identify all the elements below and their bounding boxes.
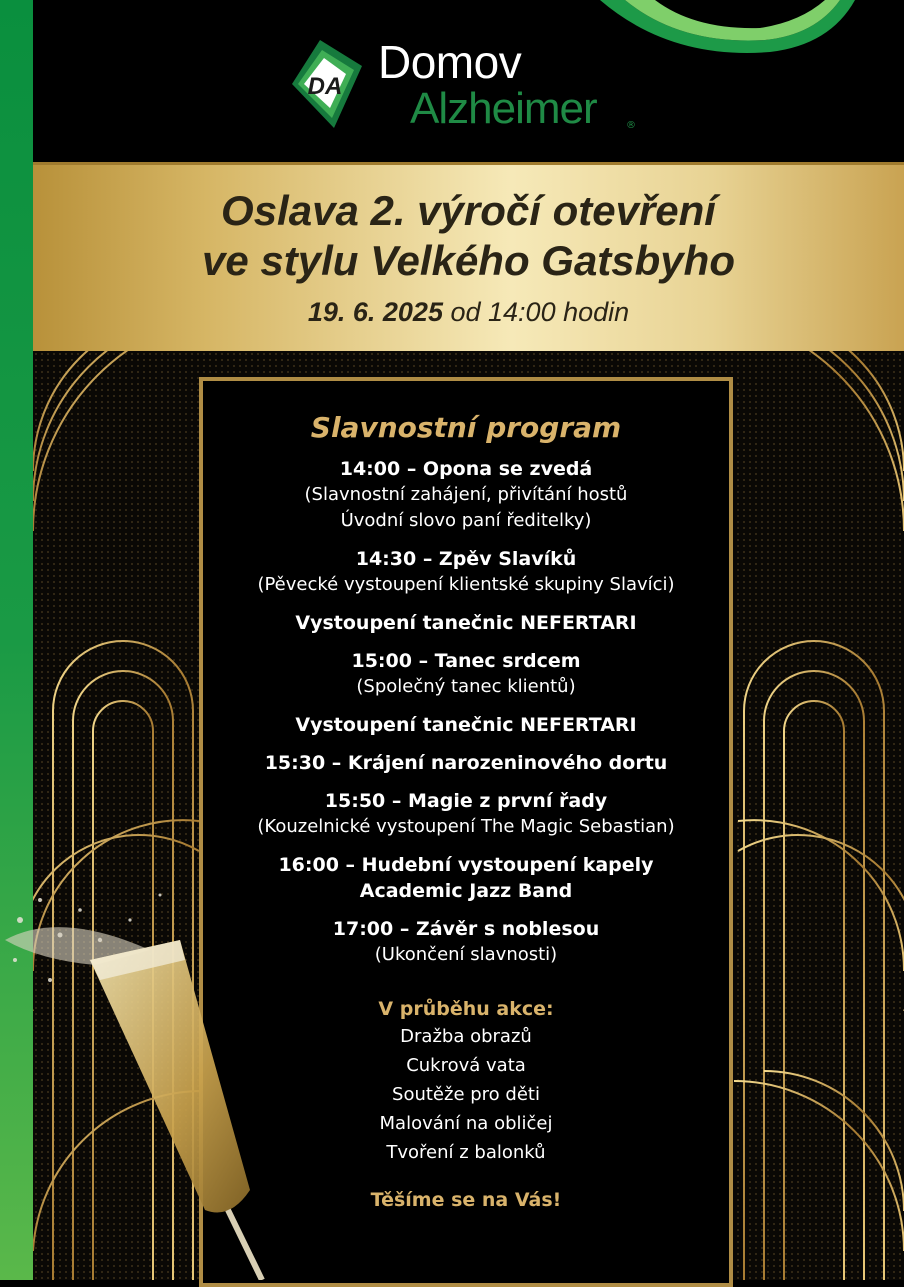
program-item-heading: 14:30 – Zpěv Slavíků <box>355 548 577 570</box>
program-item-detail: (Slavnostní zahájení, přivítání hostů <box>304 484 628 505</box>
registered-mark: ® <box>626 120 636 131</box>
during-event-item: Soutěže pro děti <box>392 1084 540 1105</box>
during-event-item: Dražba obrazů <box>400 1026 532 1047</box>
logo-text-alzheimer: Alzheimer <box>410 84 597 133</box>
program-item-detail: Úvodní slovo paní ředitelky) <box>340 510 592 531</box>
program-item-detail: (Pěvecké vystoupení klientské skupiny Slavíci) <box>257 574 675 595</box>
svg-text:DA: DA <box>307 73 343 100</box>
closing-message: Těšíme se na Vás! <box>370 1189 562 1211</box>
during-event-item: Cukrová vata <box>406 1055 526 1076</box>
program-item-heading: 15:00 – Tanec srdcem <box>351 650 581 672</box>
program-item <box>203 610 729 636</box>
domov-alzheimer-logo <box>282 36 642 136</box>
program-item-detail: (Kouzelnické vystoupení The Magic Sebastian) <box>257 816 675 837</box>
during-event-item: Malování na obličej <box>379 1113 553 1134</box>
program-item-heading: Academic Jazz Band <box>359 880 573 902</box>
program-item-heading: 17:00 – Závěr s noblesou <box>332 918 600 940</box>
program-item-detail: (Ukončení slavnosti) <box>374 944 558 965</box>
program-item-heading: 16:00 – Hudební vystoupení kapely <box>278 854 654 876</box>
program-item <box>203 648 729 700</box>
program-item-heading: 14:00 – Opona se zvedá <box>339 458 593 480</box>
program-item-heading: Vystoupení tanečnic NEFERTARI <box>295 612 637 634</box>
program-item-heading: 15:30 – Krájení narozeninového dortu <box>264 752 668 774</box>
champagne-glass-illustration <box>0 880 300 1280</box>
logo-text-domov: Domov <box>378 36 522 88</box>
during-event-title: V průběhu akce: <box>378 998 554 1020</box>
program-item <box>203 750 729 776</box>
program-item <box>203 546 729 598</box>
program-item <box>203 712 729 738</box>
title-banner <box>33 162 904 354</box>
program-item-detail: (Společný tanec klientů) <box>356 676 576 697</box>
event-title-line1: Oslava 2. výročí otevření <box>221 187 716 234</box>
program-item <box>203 456 729 534</box>
program-item-heading: 15:50 – Magie z první řady <box>324 790 608 812</box>
program-title: Slavnostní program <box>310 411 622 444</box>
program-item <box>203 788 729 840</box>
program-item-heading: Vystoupení tanečnic NEFERTARI <box>295 714 637 736</box>
during-event-item: Tvoření z balonků <box>386 1142 546 1163</box>
da-logo-icon <box>282 36 368 132</box>
event-date-value: 19. 6. 2025 <box>307 297 443 327</box>
event-title-line2: ve stylu Velkého Gatsbyho <box>202 237 735 284</box>
event-date <box>33 295 904 329</box>
event-time: od 14:00 hodin <box>450 297 630 327</box>
